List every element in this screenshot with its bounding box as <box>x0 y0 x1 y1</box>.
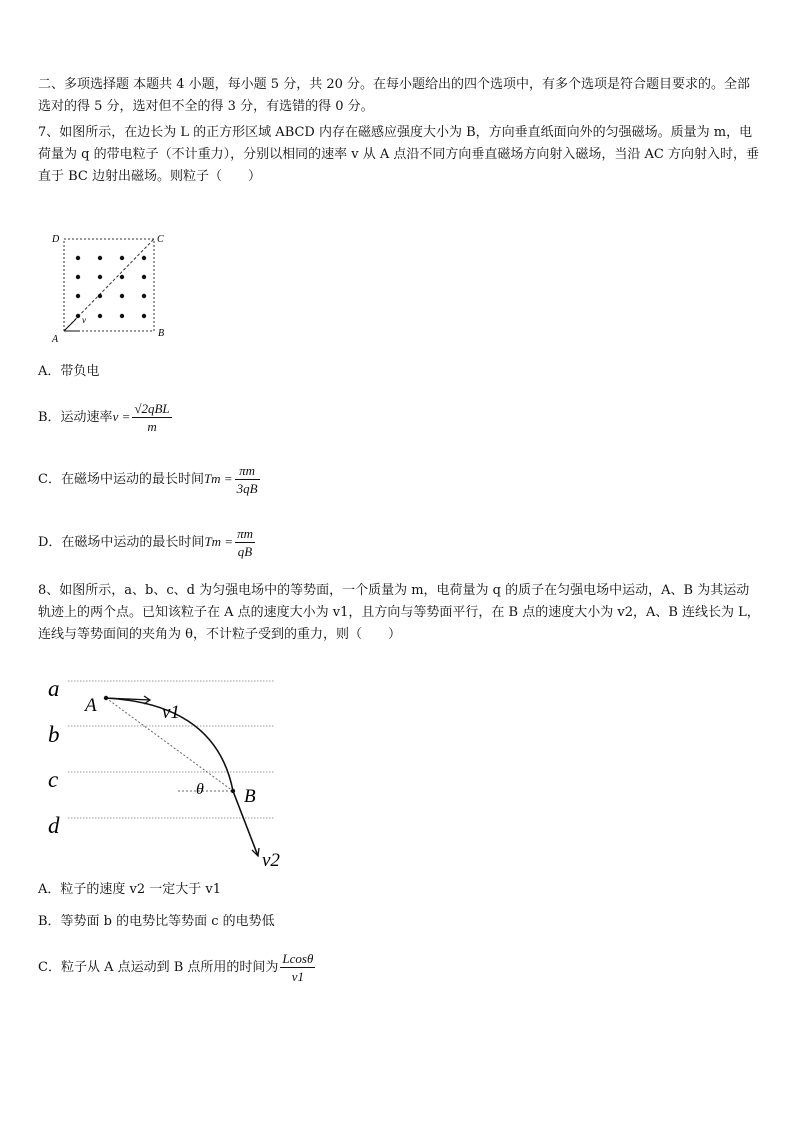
label-a-plane: a <box>48 676 60 701</box>
q7-option-b: B．运动速率v = $\frac{\text{√2qBL}}{m}$ <box>38 401 170 434</box>
label-v2: v2 <box>262 850 280 871</box>
section-header: 二、多项选择题 本题共 4 小题，每小题 5 分，共 20 分。在每小题给出的四个选项中，有多个选项是符合题目要求的。全部选对的得 5 分，选对但不全的得 3 分，有选错的得 0 分。 <box>38 77 751 114</box>
q7-magnetic-field-figure <box>48 230 178 345</box>
q8-equipotential-figure <box>40 674 300 874</box>
label-theta: θ <box>196 781 204 798</box>
label-d: D <box>52 234 60 245</box>
label-v1: v1 <box>162 702 180 723</box>
label-v: v <box>82 315 86 325</box>
question-7-stem: 7、如图所示，在边长为 L 的正方形区域 ABCD 内存在磁感应强度大小为 B，方向垂直纸面向外的匀强磁场。质量为 m，电荷量为 q 的带电粒子（不计重力），分别以相同的速率 v 从 A 点沿不同方向垂直磁场方向射入磁场，当沿 AC 方向射入时，垂直于 BC 边射出磁场。则粒子（ ） <box>38 125 759 184</box>
point-a <box>104 696 108 700</box>
question-8-stem: 8、如图所示，a、b、c、d 为匀强电场中的等势面，一个质量为 m，电荷量为 q 的质子在匀强电场中运动，A、B 为其运动轨迹上的两个点。已知该粒子在 A 点的速度大小为 v1，且方向与等势面平行，在 B 点的速度大小为 v2，A、B 连线长为 L，连线与等势面间的夹角为 θ，不计粒子受到的重力，则（ ） <box>38 583 760 642</box>
label-b-plane: b <box>48 722 60 747</box>
label-point-a: A <box>85 695 97 716</box>
q7-option-d: D．在磁场中运动的最长时间Tm = $\frac{\pi m}{qB}$ <box>38 526 253 559</box>
q7-option-c: C．在磁场中运动的最长时间Tm = $\frac{\pi m}{3qB}$ <box>38 463 258 496</box>
label-b: B <box>158 328 165 339</box>
trajectory <box>106 698 258 856</box>
q8-option-b: B．等势面 b 的电势比等势面 c 的电势低 <box>38 914 275 929</box>
q8-option-a: A．粒子的速度 v2 一定大于 v1 <box>38 882 222 897</box>
q8-option-c: C．粒子从 A 点运动到 B 点所用的时间为 $\frac{Lcos\theta}{v1}$ <box>38 951 314 984</box>
velocity-arrows <box>64 319 80 331</box>
label-a: A <box>52 334 59 345</box>
label-c: C <box>157 234 164 245</box>
label-point-b: B <box>244 786 256 807</box>
point-b <box>231 789 235 793</box>
label-d-plane: d <box>48 813 60 838</box>
q7-option-a: A．带负电 <box>38 364 100 379</box>
label-c-plane: c <box>48 767 59 792</box>
